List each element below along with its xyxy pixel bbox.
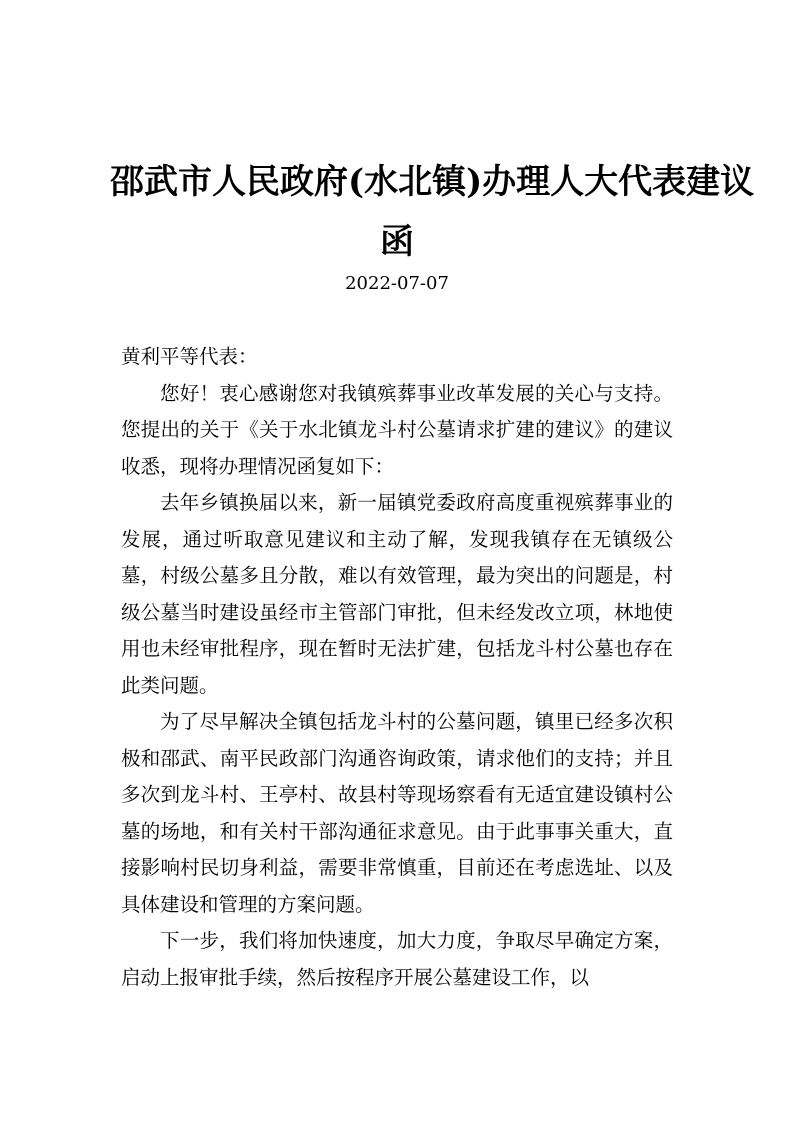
document-title-line-2: 函 <box>380 222 414 262</box>
paragraph-2: 去年乡镇换届以来，新一届镇党委政府高度重视殡葬事业的发展，通过听取意见建议和主动了解，发现我镇存在无镇级公墓，村级公墓多且分散，难以有效管理，最为突出的问题是，村级公墓当时建设虽经市主管部门审批，但未经发改立项，林地使用也未经审批程序，现在暂时无法扩建，包括龙斗村公墓也存在此类问题。 <box>121 491 673 697</box>
document-body <box>121 339 673 996</box>
salutation: 黄利平等代表： <box>121 345 258 368</box>
document-title-line-1: 邵武市人民政府(水北镇)办理人大代表建议 <box>110 162 755 202</box>
paragraph-4: 下一步，我们将加快速度，加大力度，争取尽早确定方案，启动上报审批手续，然后按程序开展公墓建设工作，以 <box>121 929 673 989</box>
paragraph-1: 您好！衷心感谢您对我镇殡葬事业改革发展的关心与支持。您提出的关于《关于水北镇龙斗村公墓请求扩建的建议》的建议收悉，现将办理情况函复如下： <box>121 381 673 478</box>
document-date: 2022-07-07 <box>345 273 449 294</box>
paragraph-3: 为了尽早解决全镇包括龙斗村的公墓问题，镇里已经多次积极和邵武、南平民政部门沟通咨询政策，请求他们的支持；并且多次到龙斗村、王亭村、故县村等现场察看有无适宜建设镇村公墓的场地，和有关村干部沟通征求意见。由于此事事关重大，直接影响村民切身利益，需要非常慎重，目前还在考虑选址、以及具体建设和管理的方案问题。 <box>121 710 673 916</box>
